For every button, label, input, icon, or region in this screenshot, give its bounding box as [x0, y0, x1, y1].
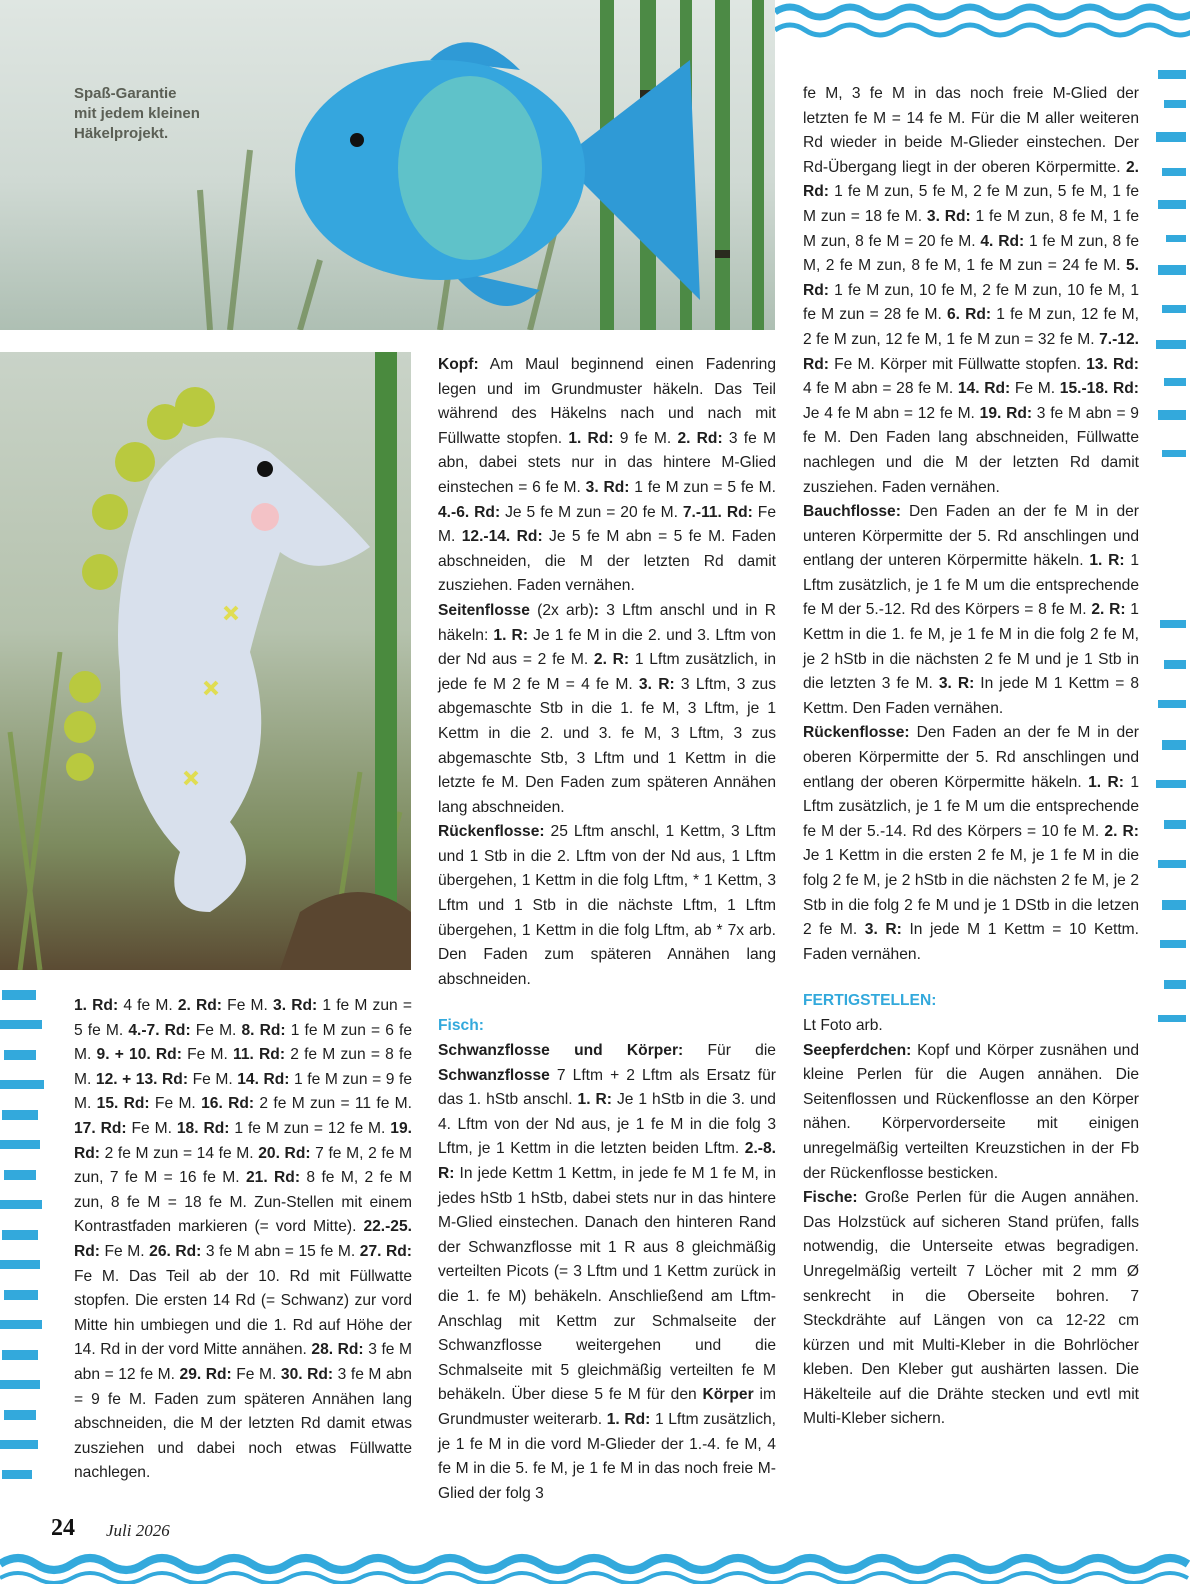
bold-term: 2. R:: [1104, 822, 1139, 840]
left-edge-decoration: [0, 985, 50, 1505]
body-text: Fe M.: [190, 1021, 242, 1039]
bold-term: 16. Rd:: [201, 1095, 255, 1113]
bold-term: Bauchflosse:: [803, 503, 901, 521]
bold-term: 7.-11. Rd:: [682, 503, 753, 521]
instruction-paragraph: [438, 353, 776, 599]
body-text: 3 fe M abn = 15 fe M.: [201, 1242, 360, 1260]
bold-term: 14. Rd:: [957, 380, 1011, 398]
bold-term: :: [593, 601, 599, 619]
bold-term: 9. + 10. Rd:: [96, 1046, 182, 1064]
body-text: fe M, 3 fe M in das noch freie M-Glied der letzten fe M = 14 fe M. Für die M aller weiteren Rd wieder in beide M-Glieder einstechen. Der Rd-Übergang liegt in der oberen Körpermitte.: [803, 85, 1139, 176]
body-text: 3 fe M abn, dabei stets nur in das hintere M-Glied einstechen = 6 fe M.: [438, 429, 776, 496]
bold-term: 13. Rd:: [1086, 355, 1139, 373]
body-text: Den Faden an der fe M in der oberen Körpermitte der 5. Rd anschlingen und entlang der oberen Körpermitte häkeln.: [803, 724, 1139, 791]
bold-term: Rückenflosse:: [803, 724, 910, 742]
bold-term: 22.-25. Rd:: [74, 1218, 412, 1260]
bold-term: Seitenflosse: [438, 601, 530, 619]
body-text: 7 fe M, 2 fe M zun, 7 fe M = 16 fe M.: [74, 1144, 412, 1187]
wave-top-decoration: [775, 0, 1190, 40]
body-text: 2 fe M zun = 14 fe M.: [99, 1144, 259, 1162]
section-heading: Fisch:: [438, 1017, 484, 1035]
body-text: im Grundmuster weiterarb.: [438, 1386, 776, 1428]
body-text: In jede M 1 Kettm = 8 Kettm. Den Faden vernähen.: [803, 675, 1140, 717]
body-text: 2 fe M zun = 8 fe M.: [74, 1046, 413, 1088]
photo-caption: Spaß-Garantie mit jedem kleinen Häkelprojekt.: [74, 85, 200, 142]
instruction-paragraph: [803, 989, 1139, 1014]
bold-term: 6. Rd:: [946, 306, 992, 324]
wave-bottom-decoration: [0, 1550, 1190, 1584]
body-text: Fe M.: [181, 1046, 234, 1064]
instruction-paragraph: [438, 599, 776, 820]
bold-term: Kopf:: [438, 356, 479, 373]
right-edge-decoration: [1150, 60, 1190, 1040]
body-text: 9 fe M.: [613, 429, 678, 447]
bold-term: 5. Rd:: [803, 257, 1139, 299]
body-text: Fe M.: [438, 503, 777, 546]
bold-term: 7.-12. Rd:: [803, 330, 1139, 373]
body-text: Fe M.: [149, 1095, 202, 1113]
bold-term: Schwanzflosse und Körper:: [438, 1042, 684, 1060]
body-text: Fe M.: [188, 1070, 238, 1088]
body-text: 1 fe M zun = 5 fe M.: [629, 478, 776, 496]
body-text: 3 fe M abn = 12 fe M.: [74, 1341, 412, 1383]
bold-term: Fische:: [803, 1189, 858, 1207]
bold-term: 1. Rd:: [606, 1410, 651, 1428]
body-text: Am Maul beginnend einen Fadenring legen und im Grundmuster häkeln. Das Teil während des Häkelns nach und nach mit Füllwatte stopfen.: [438, 356, 776, 447]
bold-term: 17. Rd:: [74, 1119, 127, 1137]
bold-term: 2. R:: [593, 651, 630, 669]
body-text: 1 fe M zun = 9 fe M.: [74, 1070, 412, 1113]
bold-term: 14. Rd:: [237, 1070, 290, 1088]
body-text: 1 fe M zun = 5 fe M.: [74, 997, 412, 1039]
body-text: 1 Kettm in die 1. fe M, je 1 fe M in die folg 2 fe M, je 2 hStb in die nächsten 2 fe M und je 1 Stb in die letzten 3 fe M.: [803, 601, 1139, 693]
body-text: 1 fe M zun, 8 fe M, 2 fe M zun, 8 fe M, 1 fe M zun = 24 fe M.: [803, 232, 1139, 275]
body-text: 4 fe M abn = 28 fe M.: [803, 380, 958, 398]
bold-term: 2. R:: [1091, 601, 1126, 619]
bold-term: 3. Rd:: [273, 997, 318, 1014]
bold-term: 26. Rd:: [149, 1242, 202, 1260]
instruction-paragraph: [74, 994, 412, 1486]
body-text: 1 Lftm zusätzlich, je 1 fe M in die vord M-Glieder der 1.-4. fe M, 4 fe M in die 5. fe M, je 1 fe M in das noch freie M-Glied der folg 3: [438, 1410, 776, 1502]
body-text: 1 Lftm zusätzlich, in jede fe M 2 fe M = 4 fe M.: [438, 651, 777, 693]
fish-illustration: [0, 0, 775, 330]
body-text: (2x arb): [529, 601, 594, 619]
body-text: Fe M.: [99, 1242, 150, 1260]
body-text: Je 5 fe M abn = 5 fe M. Faden abschneiden, die M der letzten Rd damit zusziehen. Faden vernähen.: [438, 528, 776, 595]
issue-date: Juli 2026: [106, 1521, 170, 1540]
bold-term: 15.-18. Rd:: [1059, 380, 1139, 398]
body-text: Fe M.: [222, 997, 274, 1014]
bold-term: 20. Rd:: [258, 1144, 311, 1162]
body-text: In jede Kettm 1 Kettm, in jede fe M 1 fe M, in jedes hStb 1 hStb, dabei stets nur in das hintere M-Glied einstechen. Danach den hinteren Rand der Schwanzflosse mit 1 R aus 8 gleichmäßig verteilten Picots (= 3 Lftm und 1 Kettm zurück in die 1. fe M) behäkeln. Anschließend am Lftm-Anschlag mit Kettm zur Schmalseite der Schwanzflosse weitergehen und die Schmalseite mit 5 gleichmäßig verteilten fe M behäkeln. Über diese 5 fe M für den: [438, 1165, 776, 1404]
body-text: 1 fe M zun = 6 fe M.: [74, 1021, 412, 1064]
bold-term: 27. Rd:: [359, 1242, 412, 1260]
instruction-paragraph: [803, 1039, 1139, 1187]
body-text: 1 Lftm zusätzlich, je 1 fe M um die entsprechende fe M der 5.-14. Rd des Körpers = 10 fe M.: [803, 773, 1139, 840]
fish-photo: [0, 0, 775, 330]
bold-term: 3. R:: [864, 921, 902, 939]
body-text: Lt Foto arb.: [803, 1016, 883, 1034]
body-text: 25 Lftm anschl, 1 Kettm, 3 Lftm und 1 Stb in die 2. Lftm von der Nd aus, 1 Lftm übergehen, 1 Kettm in die folg Lftm, * 1 Kettm, 3 Lftm und 1 Stb in die nächste Lftm, 1 Lftm übergehen, 1 Kettm in die folg Lftm, ab * 7x arb. Den Faden zum späteren Annähen lang abschneiden.: [438, 823, 776, 988]
body-text: In jede M 1 Kettm = 10 Kettm. Faden vernähen.: [803, 921, 1140, 963]
body-text: Fe M.: [231, 1365, 281, 1383]
instruction-paragraph: [438, 1039, 776, 1506]
body-text: Je 1 fe M in die 2. und 3. Lftm von der Nd aus = 2 fe M.: [438, 626, 776, 669]
instruction-paragraph: [438, 820, 776, 992]
bold-term: 19. Rd:: [979, 404, 1033, 422]
instructions-column-right: [803, 82, 1139, 1432]
bold-term: 1. R:: [577, 1091, 612, 1109]
bold-term: 19. Rd:: [74, 1119, 412, 1162]
body-text: 1 fe M zun, 8 fe M, 1 fe M zun, 8 fe M = 20 fe M.: [803, 207, 1140, 250]
body-text: 7 Lftm + 2 Lftm als Ersatz für das 1. hStb anschl.: [438, 1066, 776, 1109]
bold-term: 3. Rd:: [585, 478, 630, 496]
body-text: Je 4 fe M abn = 12 fe M.: [803, 404, 980, 422]
bold-term: 30. Rd:: [280, 1365, 334, 1383]
bold-term: 2. Rd:: [677, 429, 723, 447]
section-heading: FERTIGSTELLEN:: [803, 992, 937, 1010]
bold-term: 1. R:: [1089, 552, 1125, 570]
bold-term: 1. R:: [1088, 773, 1124, 791]
bold-term: 28. Rd:: [311, 1341, 364, 1359]
bold-term: 4.-6. Rd:: [438, 503, 501, 521]
body-text: Fe M.: [1010, 380, 1060, 398]
body-text: 1 fe M zun, 10 fe M, 2 fe M zun, 10 fe M, 1 fe M zun = 28 fe M.: [803, 281, 1139, 324]
bold-term: 12.-14. Rd:: [461, 528, 543, 546]
instruction-paragraph: [803, 1186, 1139, 1432]
bold-term: 4.-7. Rd:: [128, 1021, 191, 1039]
body-text: 2 fe M zun = 11 fe M.: [254, 1095, 413, 1113]
bold-term: 3. R:: [638, 675, 675, 693]
bold-term: 11. Rd:: [233, 1046, 286, 1064]
instructions-column-middle: [438, 353, 776, 1506]
body-text: 3 Lftm, 3 zus abgemaschte Stb in die 1. fe M, 3 Lftm, je 1 Kettm in die 2. und 3. fe M, 3 Lftm, 3 zus abgemaschte Stb, 3 Lftm und 1 Kettm in die letzte fe M. Den Faden zum späteren Annähen lang abschneiden.: [438, 675, 776, 816]
bold-term: 15. Rd:: [96, 1095, 150, 1113]
bold-term: 1. Rd:: [568, 429, 614, 447]
instruction-paragraph: [803, 721, 1139, 967]
instruction-paragraph: [803, 1014, 1139, 1039]
bold-term: 2. Rd:: [803, 158, 1139, 201]
bold-term: 18. Rd:: [176, 1119, 230, 1137]
body-text: 1 fe M zun, 12 fe M, 2 fe M zun, 12 fe M, 1 fe M zun = 32 fe M.: [803, 306, 1139, 348]
body-text: 1 fe M zun, 5 fe M, 2 fe M zun, 5 fe M, 1 fe M zun = 18 fe M.: [803, 183, 1139, 225]
bold-term: Körper: [702, 1386, 754, 1404]
bold-term: 3. Rd:: [926, 207, 971, 225]
bold-term: 2.-8. R:: [438, 1140, 776, 1182]
bold-term: 1. Rd:: [74, 997, 119, 1014]
body-text: Je 1 Kettm in die ersten 2 fe M, je 1 fe M in die folg 2 fe M, je 2 hStb in die nächsten 2 fe M, je 2 Stb in die folg 2 fe M und je 1 DStb in die letzen 2 fe M.: [803, 847, 1139, 939]
seahorse-illustration: [0, 352, 411, 970]
instruction-paragraph: [803, 82, 1139, 500]
body-text: Große Perlen für die Augen annähen. Das Holzstück auf sicheren Stand prüfen, falls notwendig, die Unterseite etwas begradigen. Unregelmäßig verteilt 7 Löcher mit 2 mm Ø senkrecht in die Oberseite bohren. 7 Steckdrähte auf Längen von ca 12-22 cm kürzen und mit Multi-Kleber in die Bohrlöcher kleben. Den Kleber gut aushärten lassen. Die Häkelteile auf die Drähte stecken und evtl mit Multi-Kleber sichern.: [803, 1189, 1139, 1428]
bold-term: 12. + 13. Rd:: [95, 1070, 189, 1088]
body-text: Je 5 fe M zun = 20 fe M.: [500, 503, 683, 521]
body-text: 8 fe M, 2 fe M zun, 8 fe M = 18 fe M. Zun-Stellen mit einem Kontrastfaden markieren (= vord Mitte).: [74, 1169, 412, 1236]
body-text: Fe M. Körper mit Füllwatte stopfen.: [828, 355, 1087, 373]
instructions-column-left: [74, 994, 412, 1486]
body-text: 1 fe M zun = 12 fe M.: [229, 1119, 391, 1137]
bold-term: 4. Rd:: [980, 232, 1025, 250]
bold-term: 29. Rd:: [179, 1365, 232, 1383]
body-text: 1 Lftm zusätzlich, je 1 fe M um die entsprechende fe M der 5.-12. Rd des Körpers = 8 fe M.: [803, 552, 1139, 619]
body-text: Den Faden an der fe M in der unteren Körpermitte der 5. Rd anschlingen und entlang der unteren Körpermitte häkeln.: [803, 503, 1139, 570]
body-text: Kopf und Körper zusnähen und kleine Perlen für die Augen annähen. Die Seitenflossen und Rückenflosse an den Körper nähen. Körpervorderseite mit einigen unregelmäßig verteilten Kreuzstichen in der Fb der Rückenflosse besticken.: [803, 1041, 1139, 1182]
seahorse-photo: [0, 352, 411, 970]
page-number: 24: [51, 1515, 75, 1541]
body-text: Fe M. Das Teil ab der 10. Rd mit Füllwatte stopfen. Die ersten 14 Rd (= Schwanz) zur vord Mitte hin umbiegen und die 1. Rd auf Höhe der 14. Rd in der vord Mitte annähen.: [74, 1267, 412, 1359]
body-text: Je 1 hStb in die 3. und 4. Lftm von der Nd aus, je 1 fe M in die folg 3 Lftm, je 1 Kettm in die letzten beiden Lftm.: [438, 1091, 776, 1158]
instruction-paragraph: [438, 1014, 776, 1039]
instruction-paragraph: [803, 500, 1139, 721]
bold-term: 3. R:: [938, 675, 975, 693]
bold-term: Schwanzflosse: [438, 1066, 550, 1084]
body-text: 3 Lftm anschl und in R häkeln:: [438, 601, 776, 644]
body-text: Für die: [683, 1042, 776, 1060]
bold-term: Rückenflosse:: [438, 823, 545, 841]
body-text: 3 fe M abn = 9 fe M. Den Faden lang abschneiden, Füllwatte nachlegen und die M der letzten Rd damit zusziehen. Faden vernähen.: [803, 404, 1139, 496]
body-text: 4 fe M.: [118, 997, 178, 1014]
body-text: 3 fe M abn = 9 fe M. Faden zum späteren Annähen lang abschneiden, die M der letzten Rd damit etwas zusziehen und dabei noch etwas Füllwatte nachlegen.: [74, 1365, 412, 1482]
bold-term: 8. Rd:: [241, 1021, 286, 1039]
bold-term: 1. R:: [493, 626, 529, 644]
bold-term: 21. Rd:: [245, 1169, 301, 1187]
bold-term: 2. Rd:: [177, 997, 222, 1014]
body-text: Fe M.: [126, 1119, 177, 1137]
bold-term: Seepferdchen:: [803, 1041, 912, 1059]
